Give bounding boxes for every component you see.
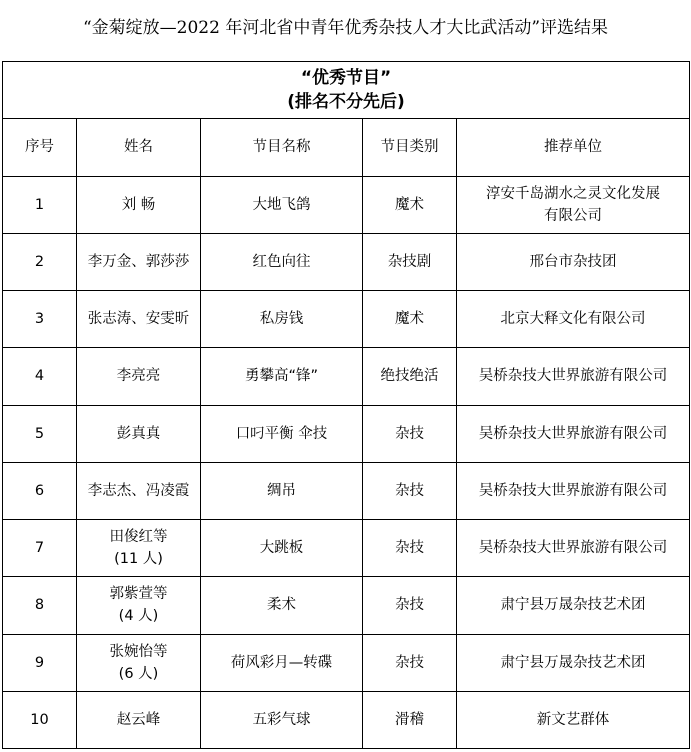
- cell-performer-name: [77, 691, 201, 748]
- cell-performer-name: [77, 634, 201, 691]
- cell-program-title: 口叼平衡 伞技: [201, 405, 363, 462]
- cell-program-title: 绸吊: [201, 462, 363, 519]
- table-row: [3, 405, 690, 462]
- performer-name-line: (6 人): [118, 665, 159, 682]
- table-row: [3, 691, 690, 748]
- cell-recommending-unit: [457, 634, 690, 691]
- recommending-unit-line: 肃宁县万晟杂技艺术团: [500, 654, 646, 671]
- performer-name-line: 李志杰、冯凌霞: [87, 482, 190, 499]
- table-row: [3, 233, 690, 290]
- cell-program-category: 魔术: [363, 291, 457, 348]
- cell-number: 6: [3, 462, 77, 519]
- recommending-unit-line: 吴桥杂技大世界旅游有限公司: [478, 540, 668, 557]
- table-row: [3, 577, 690, 634]
- ranking-note: (排名不分先后): [287, 92, 405, 113]
- recommending-unit-line: 北京大释文化有限公司: [500, 311, 646, 328]
- performer-name-line: 彭真真: [116, 425, 161, 442]
- cell-program-title: 大跳板: [201, 520, 363, 577]
- cell-number: 8: [3, 577, 77, 634]
- results-table: [2, 61, 690, 749]
- column-header-number: 序号: [3, 119, 77, 176]
- cell-program-title: 柔术: [201, 577, 363, 634]
- cell-program-title: 私房钱: [201, 291, 363, 348]
- column-header-category: 节目类别: [363, 119, 457, 176]
- table-row: [3, 462, 690, 519]
- performer-name-line: 李亮亮: [116, 368, 161, 385]
- document-title: “金菊绽放—2022 年河北省中青年优秀杂技人才大比武活动”评选结果: [82, 18, 609, 38]
- cell-recommending-unit: [457, 348, 690, 405]
- cell-recommending-unit: [457, 291, 690, 348]
- cell-program-title: 勇攀高“锋”: [201, 348, 363, 405]
- recommending-unit-line: 新文艺群体: [536, 711, 610, 728]
- cell-program-category: 滑稽: [363, 691, 457, 748]
- cell-performer-name: [77, 291, 201, 348]
- cell-program-title: 五彩气球: [201, 691, 363, 748]
- award-category-banner: [3, 62, 690, 119]
- recommending-unit-line: 吴桥杂技大世界旅游有限公司: [478, 482, 668, 499]
- performer-name-line: 田俊红等: [109, 529, 168, 546]
- column-header-program: 节目名称: [201, 119, 363, 176]
- award-category-title: “优秀节目”: [300, 68, 392, 89]
- performer-name-line: 赵云峰: [116, 711, 161, 728]
- column-header-name: 姓名: [77, 119, 201, 176]
- cell-number: 7: [3, 520, 77, 577]
- cell-program-category: 杂技: [363, 462, 457, 519]
- cell-program-category: 杂技: [363, 634, 457, 691]
- cell-performer-name: [77, 520, 201, 577]
- cell-recommending-unit: [457, 691, 690, 748]
- cell-performer-name: [77, 462, 201, 519]
- cell-program-title: 红色向往: [201, 233, 363, 290]
- cell-number: 4: [3, 348, 77, 405]
- cell-recommending-unit: [457, 577, 690, 634]
- performer-name-line: 李万金、郭莎莎: [87, 253, 190, 270]
- cell-recommending-unit: [457, 176, 690, 233]
- cell-program-category: 杂技剧: [363, 233, 457, 290]
- cell-number: 9: [3, 634, 77, 691]
- cell-number: 10: [3, 691, 77, 748]
- cell-performer-name: [77, 176, 201, 233]
- cell-number: 5: [3, 405, 77, 462]
- performer-name-line: 张婉怡等: [109, 643, 168, 660]
- performer-name-line: 张志涛、安雯昕: [87, 311, 190, 328]
- cell-program-category: 绝技绝活: [363, 348, 457, 405]
- recommending-unit-line: 吴桥杂技大世界旅游有限公司: [478, 425, 668, 442]
- cell-recommending-unit: [457, 405, 690, 462]
- table-row: [3, 634, 690, 691]
- header-row: [3, 119, 690, 176]
- table-row: [3, 176, 690, 233]
- recommending-unit-line: 邢台市杂技团: [529, 253, 617, 270]
- cell-performer-name: [77, 405, 201, 462]
- cell-recommending-unit: [457, 520, 690, 577]
- performer-name-line: (4 人): [118, 608, 159, 625]
- cell-program-title: 荷风彩月—转碟: [201, 634, 363, 691]
- cell-number: 3: [3, 291, 77, 348]
- cell-number: 2: [3, 233, 77, 290]
- column-header-unit: 推荐单位: [457, 119, 690, 176]
- performer-name-line: 郭紫萱等: [109, 586, 168, 603]
- cell-number: 1: [3, 176, 77, 233]
- banner-row: [3, 62, 690, 119]
- recommending-unit-line: 淳安千岛湖水之灵文化发展: [486, 185, 661, 202]
- cell-recommending-unit: [457, 462, 690, 519]
- cell-recommending-unit: [457, 233, 690, 290]
- performer-name-line: (11 人): [114, 551, 163, 568]
- cell-program-category: 魔术: [363, 176, 457, 233]
- cell-performer-name: [77, 348, 201, 405]
- table-row: [3, 291, 690, 348]
- cell-program-category: 杂技: [363, 520, 457, 577]
- cell-program-title: 大地飞鸽: [201, 176, 363, 233]
- recommending-unit-line: 肃宁县万晟杂技艺术团: [500, 597, 646, 614]
- recommending-unit-line: 吴桥杂技大世界旅游有限公司: [478, 368, 668, 385]
- cell-program-category: 杂技: [363, 577, 457, 634]
- cell-program-category: 杂技: [363, 405, 457, 462]
- cell-performer-name: [77, 233, 201, 290]
- cell-performer-name: [77, 577, 201, 634]
- recommending-unit-line: 有限公司: [544, 207, 603, 224]
- table-row: [3, 520, 690, 577]
- performer-name-line: 刘 畅: [121, 196, 156, 213]
- table-row: [3, 348, 690, 405]
